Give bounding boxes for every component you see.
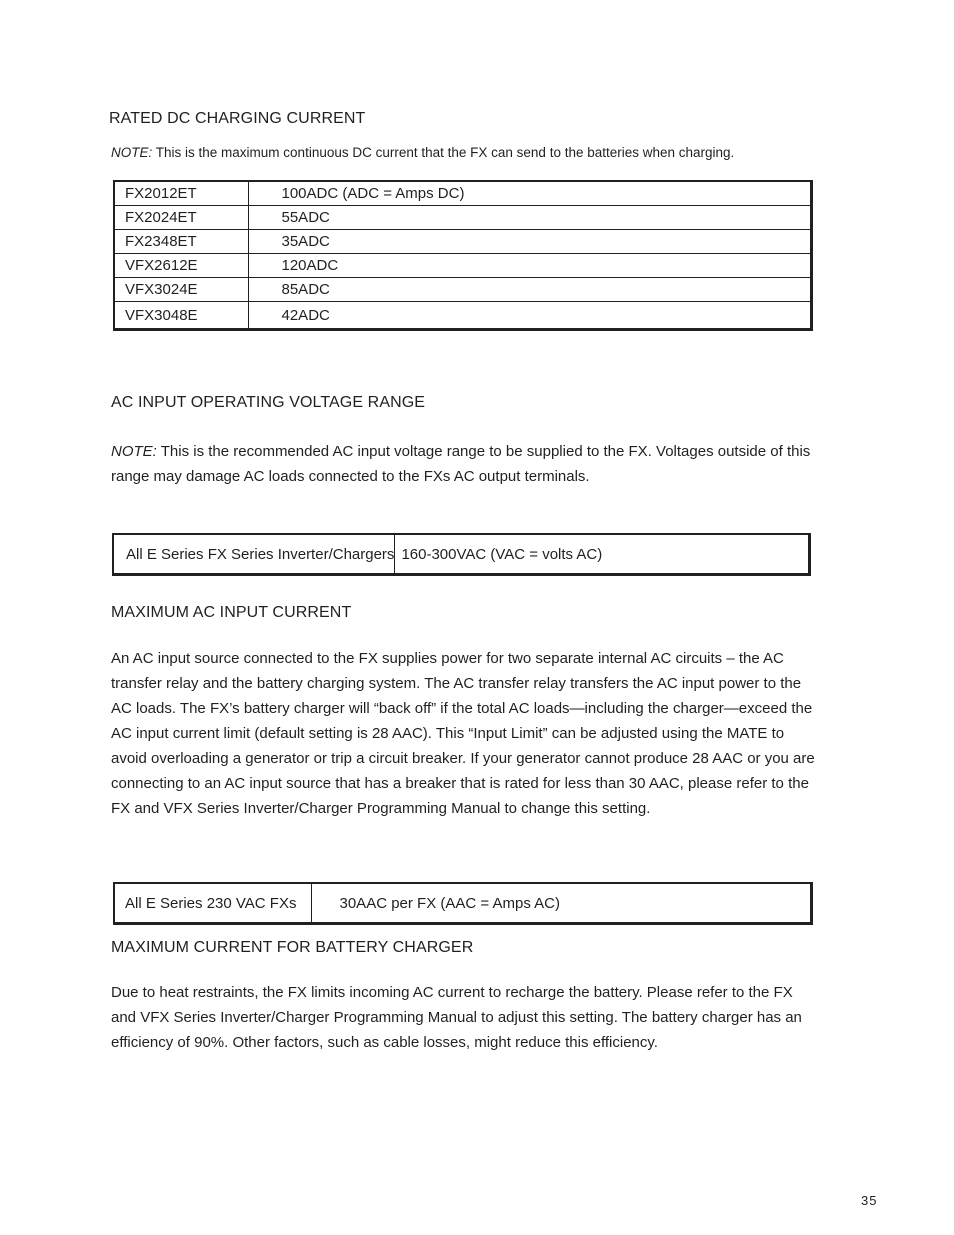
model-cell: All E Series 230 VAC FXs (114, 883, 311, 924)
model-cell: VFX3024E (114, 278, 248, 302)
table-row (114, 181, 812, 206)
note-label: NOTE: (111, 443, 157, 460)
table-row (114, 883, 812, 924)
ac-voltage-note (111, 439, 816, 489)
heading-ac-input-operating-voltage-range: AC INPUT OPERATING VOLTAGE RANGE (111, 394, 426, 411)
ac-voltage-table (112, 533, 811, 576)
max-ac-input-table (113, 882, 813, 925)
model-cell: FX2024ET (114, 206, 248, 230)
table-row (114, 206, 812, 230)
dc-charging-table (113, 180, 813, 331)
model-cell: All E Series FX Series Inverter/Chargers (113, 534, 395, 575)
value-cell: 85ADC (248, 278, 812, 302)
note-text: This is the maximum continuous DC current that the FX can send to the batteries when charging. (152, 145, 735, 160)
heading-maximum-current-for-battery-charger: MAXIMUM CURRENT FOR BATTERY CHARGER (111, 939, 474, 956)
model-cell: FX2348ET (114, 230, 248, 254)
model-cell: VFX3048E (114, 302, 248, 330)
table-row (113, 534, 810, 575)
value-cell: 100ADC (ADC = Amps DC) (248, 181, 812, 206)
battery-charger-paragraph: Due to heat restraints, the FX limits incoming AC current to recharge the battery. Please refer to the FX and VFX Series Inverter/Charger Programming Manual to adjust this setting. The battery charger has an efficiency of 90%. Other factors, such as cable losses, might reduce this efficiency. (111, 984, 802, 1051)
table-row (114, 278, 812, 302)
model-cell: FX2012ET (114, 181, 248, 206)
note-label: NOTE: (111, 145, 153, 160)
value-cell: 55ADC (248, 206, 812, 230)
dc-charging-note (111, 145, 734, 160)
value-cell: 42ADC (248, 302, 812, 330)
value-cell: 120ADC (248, 254, 812, 278)
max-ac-input-paragraph: An AC input source connected to the FX supplies power for two separate internal AC circuits – the AC transfer relay and the battery charging system. The AC transfer relay transfers the AC input power to the AC loads. The FX’s battery charger will “back off” if the total AC loads—including the charger—exceed the AC input current limit (default setting is 28 AAC). This “Input Limit” can be adjusted using the MATE to avoid overloading a generator or trip a circuit breaker. If your generator cannot produce 28 AAC or you are connecting to an AC input source that has a breaker that is rated for less than 30 AAC, please refer to the FX and VFX Series Inverter/Charger Programming Manual to change this setting. (111, 650, 815, 817)
heading-rated-dc-charging-current: RATED DC CHARGING CURRENT (109, 110, 366, 127)
value-cell: 30AAC per FX (AAC = Amps AC) (311, 883, 812, 924)
value-cell: 35ADC (248, 230, 812, 254)
heading-maximum-ac-input-current: MAXIMUM AC INPUT CURRENT (111, 604, 352, 621)
table-row (114, 254, 812, 278)
model-cell: VFX2612E (114, 254, 248, 278)
page-number: 35 (861, 1193, 878, 1208)
table-row (114, 302, 812, 330)
note-text: This is the recommended AC input voltage range to be supplied to the FX. Voltages outside of this range may damage AC loads connected to the FXs AC output terminals. (111, 443, 811, 485)
table-row (114, 230, 812, 254)
value-cell: 160-300VAC (VAC = volts AC) (395, 534, 810, 575)
